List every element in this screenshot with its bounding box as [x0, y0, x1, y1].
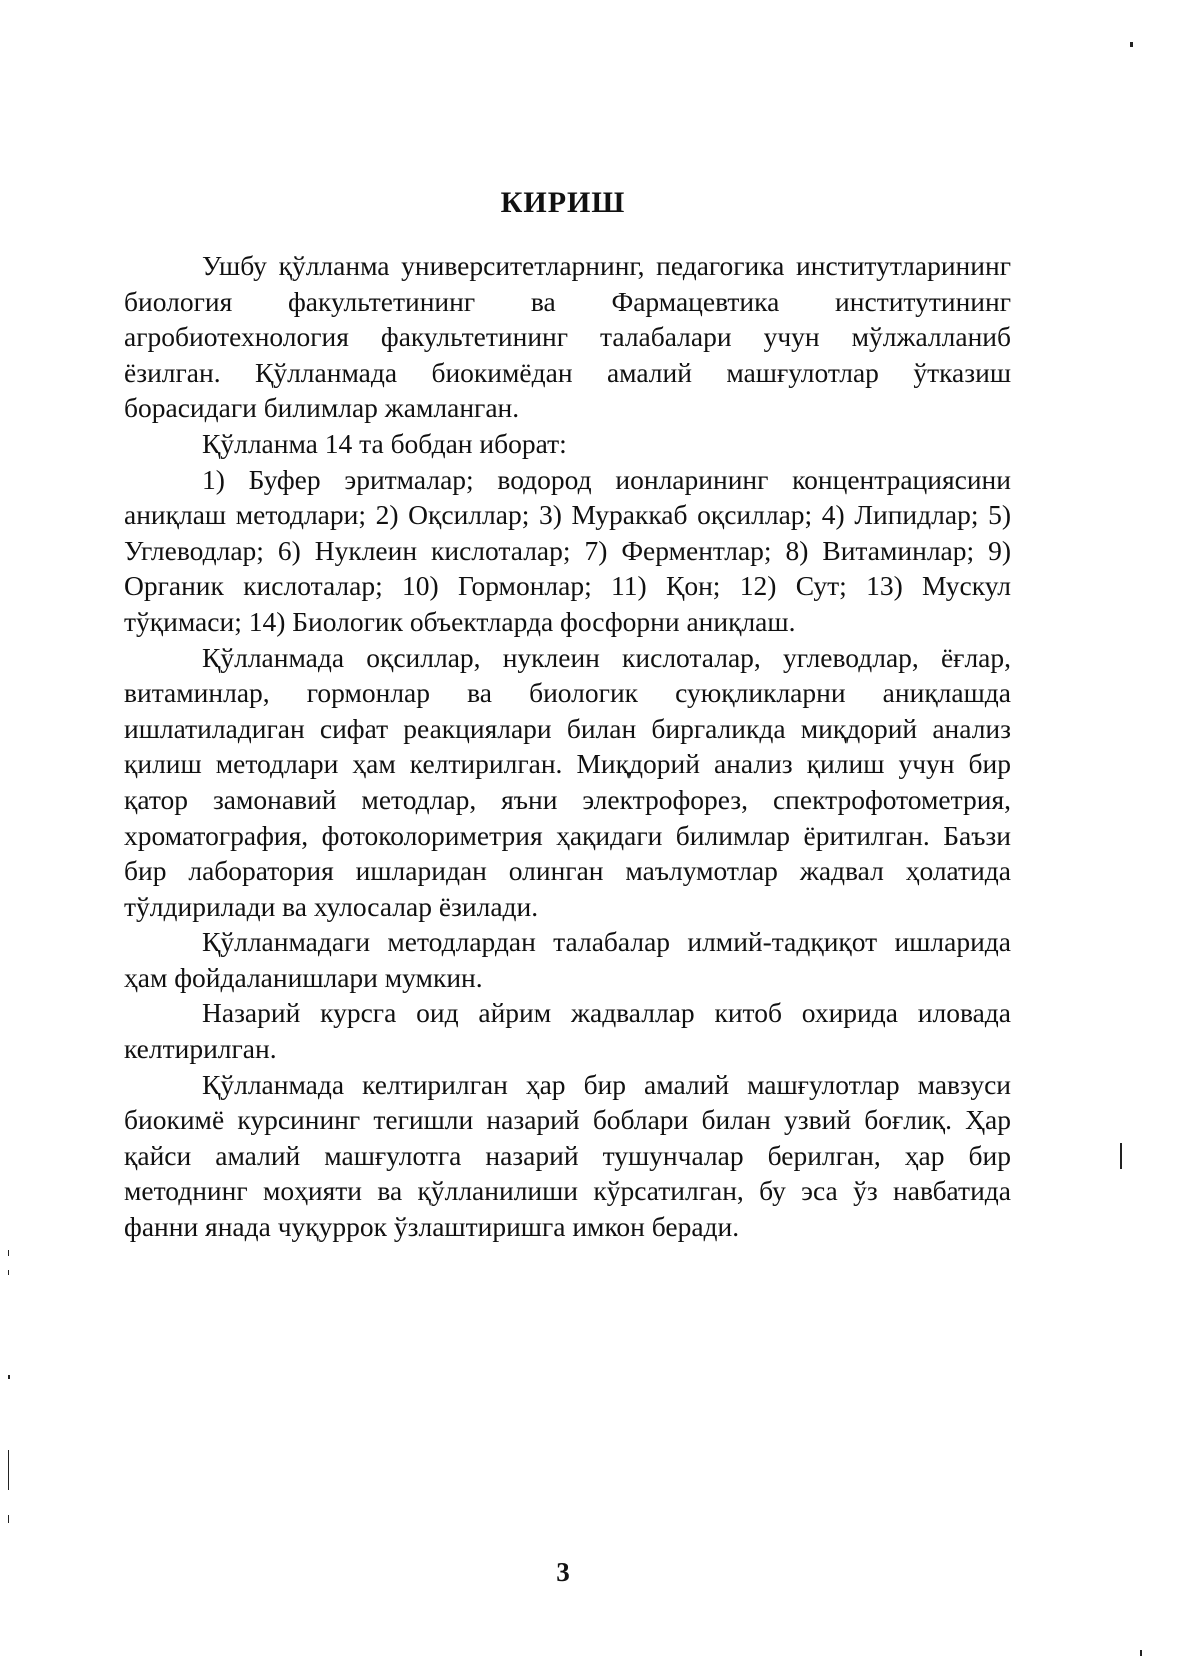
paragraph-methods: Қўлланмада оқсиллар, нуклеин кислоталар, углеводлар, ёғлар, витаминлар, гормонлар ва биологик суюқликларни аниқлашда ишлатиладиган сифат реакциялари билан биргаликда миқдорий анализ қилиш методлари ҳам келтирилган. Миқдорий анализ қилиш учун бир қатор замонавий методлар, яъни электрофорез, спектрофотометрия, хроматография, фотоколориметрия ҳақидаги билимлар ёритилган. Баъзи бир лаборатория ишларидан олинган маълумотлар жадвал ҳолатида тўлдирилади ва хулосалар ёзилади. — [124, 641, 1011, 922]
scan-artifact — [8, 1270, 9, 1275]
paragraph-intro: Ушбу қўлланма университетларнинг, педагогика институтларининг биология факультетининг ва Фармацевтика институтининг агробиотехнология факультетининг талабалари учун мўлжалланиб ёзилган. Қўлланмада биокимёдан амалий машғулотлар ўтказиш борасидаги билимлар жамланган. — [124, 250, 1011, 424]
paragraph-chapters-list: 1) Буфер эритмалар; водород ионларининг концентрациясини аниқлаш методлари; 2) Оқсиллар; 3) Мураккаб оқсиллар; 4) Липидлар; 5) Углеводлар; 6) Нуклеин кислоталар; 7) Ферментлар; 8) Витаминлар; 9) Органик кислоталар; 10) Гормонлар; 11) Қон; 12) Сут; 13) Мускул тўқимаси; 14) Биологик объектларда фосфорни аниқлаш. — [124, 463, 1011, 637]
scan-artifact — [8, 1450, 9, 1490]
scan-artifact — [1120, 1143, 1122, 1169]
scan-artifact — [1130, 42, 1133, 47]
scan-artifact — [8, 1515, 9, 1523]
paragraph-topics: Қўлланмада келтирилган ҳар бир амалий машғулотлар мавзуси биокимё курсининг тегишли назарий боблари билан узвий боғлиқ. Ҳар қайси амалий машғулотга назарий тушунчалар берилган, ҳар бир методнинг моҳияти ва қўлланилиши кўрсатилган, бу эса ўз навбатида фанни янада чуқуррок ўзлаштиришга имкон беради. — [124, 1068, 1011, 1243]
page-title: КИРИШ — [500, 186, 626, 219]
body-text — [124, 248, 1011, 1245]
paragraph-appendix: Назарий курсга оид айрим жадваллар китоб охирида иловада келтирилган. — [124, 997, 1011, 1065]
page-number: 3 — [556, 1557, 570, 1587]
scan-artifact — [8, 1375, 10, 1379]
scan-artifact — [1140, 1650, 1142, 1656]
paragraph-research: Қўлланмадаги методлардан талабалар илмий-тадқиқот ишларида ҳам фойдаланишлари мумкин. — [124, 926, 1011, 993]
scan-artifact — [8, 1250, 9, 1256]
paragraph-chapters-count: Қўлланма 14 та бобдан иборат: — [202, 427, 567, 459]
